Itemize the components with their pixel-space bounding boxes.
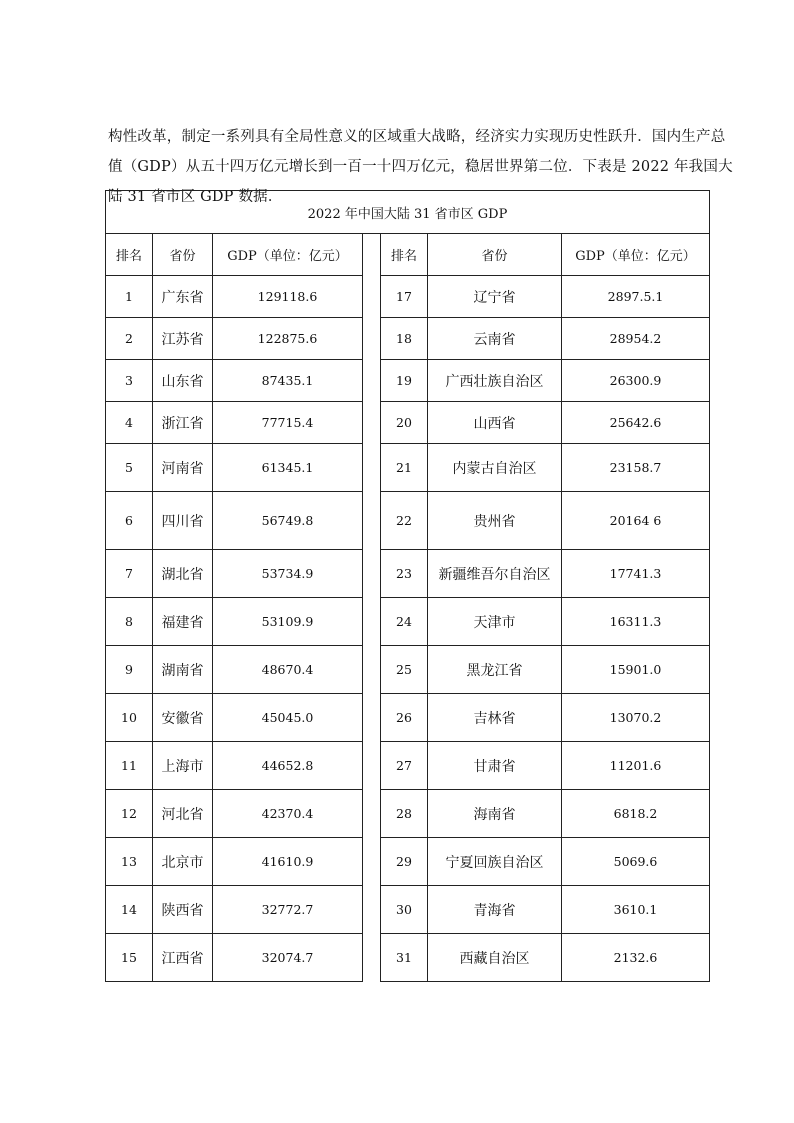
province-cell: 内蒙古自治区 [428,444,562,492]
table-row [106,886,710,934]
gdp-cell: 28954.2 [562,318,710,360]
province-cell: 河南省 [153,444,213,492]
table-row [106,742,710,790]
rank-cell: 30 [381,886,428,934]
intro-line-2: 值（GDP）从五十四万亿元增长到一百一十四万亿元，稳居世界第二位．下表是 2022 年我国大 [108,159,733,175]
rank-cell: 1 [106,276,153,318]
column-gap [363,886,381,934]
rank-cell: 5 [106,444,153,492]
rank-cell: 7 [106,550,153,598]
province-cell: 湖南省 [153,646,213,694]
province-cell: 北京市 [153,838,213,886]
rank-cell: 3 [106,360,153,402]
header-gdp-right: GDP（单位：亿元） [562,234,710,276]
rank-cell: 23 [381,550,428,598]
gdp-table [105,190,710,982]
column-gap [363,790,381,838]
table-row [106,318,710,360]
rank-cell: 21 [381,444,428,492]
province-cell: 辽宁省 [428,276,562,318]
column-gap [363,694,381,742]
gdp-cell: 6818.2 [562,790,710,838]
table-row [106,694,710,742]
gdp-cell: 129118.6 [213,276,363,318]
rank-cell: 29 [381,838,428,886]
gdp-cell: 5069.6 [562,838,710,886]
column-gap [363,492,381,550]
province-cell: 湖北省 [153,550,213,598]
table-row [106,360,710,402]
rank-cell: 10 [106,694,153,742]
column-gap [363,646,381,694]
rank-cell: 12 [106,790,153,838]
column-gap [363,742,381,790]
gdp-cell: 41610.9 [213,838,363,886]
column-gap [363,444,381,492]
column-gap [363,402,381,444]
province-cell: 陕西省 [153,886,213,934]
table-row [106,402,710,444]
gdp-cell: 32074.7 [213,934,363,982]
province-cell: 江苏省 [153,318,213,360]
province-cell: 甘肃省 [428,742,562,790]
province-cell: 黑龙江省 [428,646,562,694]
rank-cell: 25 [381,646,428,694]
header-rank-right: 排名 [381,234,428,276]
gdp-cell: 17741.3 [562,550,710,598]
province-cell: 云南省 [428,318,562,360]
rank-cell: 8 [106,598,153,646]
table-row [106,276,710,318]
gdp-cell: 15901.0 [562,646,710,694]
gdp-cell: 122875.6 [213,318,363,360]
rank-cell: 2 [106,318,153,360]
province-cell: 福建省 [153,598,213,646]
gdp-cell: 87435.1 [213,360,363,402]
rank-cell: 27 [381,742,428,790]
rank-cell: 22 [381,492,428,550]
gdp-cell: 2132.6 [562,934,710,982]
province-cell: 浙江省 [153,402,213,444]
column-gap [363,360,381,402]
province-cell: 新疆维吾尔自治区 [428,550,562,598]
header-gdp-left: GDP（单位：亿元） [213,234,363,276]
province-cell: 贵州省 [428,492,562,550]
table-row [106,790,710,838]
province-cell: 山西省 [428,402,562,444]
gdp-cell: 16311.3 [562,598,710,646]
column-gap [363,934,381,982]
table-row [106,934,710,982]
table-caption-row [106,191,710,234]
province-cell: 青海省 [428,886,562,934]
rank-cell: 4 [106,402,153,444]
rank-cell: 15 [106,934,153,982]
gdp-cell: 3610.1 [562,886,710,934]
gdp-cell: 77715.4 [213,402,363,444]
gdp-cell: 2897.5.1 [562,276,710,318]
rank-cell: 26 [381,694,428,742]
rank-cell: 31 [381,934,428,982]
gdp-cell: 45045.0 [213,694,363,742]
gdp-cell: 23158.7 [562,444,710,492]
province-cell: 四川省 [153,492,213,550]
gdp-cell: 42370.4 [213,790,363,838]
column-gap [363,598,381,646]
province-cell: 广东省 [153,276,213,318]
rank-cell: 20 [381,402,428,444]
province-cell: 宁夏回族自治区 [428,838,562,886]
table-row [106,646,710,694]
rank-cell: 14 [106,886,153,934]
province-cell: 安徽省 [153,694,213,742]
gdp-cell: 25642.6 [562,402,710,444]
table-row [106,550,710,598]
intro-line-3: 陆 31 省市区 GDP 数据． [108,189,283,205]
rank-cell: 11 [106,742,153,790]
gdp-cell: 20164 6 [562,492,710,550]
gdp-cell: 48670.4 [213,646,363,694]
province-cell: 西藏自治区 [428,934,562,982]
province-cell: 江西省 [153,934,213,982]
gdp-cell: 53734.9 [213,550,363,598]
gdp-cell: 56749.8 [213,492,363,550]
gdp-cell: 53109.9 [213,598,363,646]
gdp-cell: 61345.1 [213,444,363,492]
table-caption: 2022 年中国大陆 31 省市区 GDP [106,191,710,234]
table-row [106,492,710,550]
province-cell: 广西壮族自治区 [428,360,562,402]
gdp-cell: 11201.6 [562,742,710,790]
province-cell: 天津市 [428,598,562,646]
table-row [106,838,710,886]
province-cell: 山东省 [153,360,213,402]
gdp-cell: 44652.8 [213,742,363,790]
header-rank-left: 排名 [106,234,153,276]
rank-cell: 19 [381,360,428,402]
column-gap [363,318,381,360]
gdp-cell: 32772.7 [213,886,363,934]
province-cell: 吉林省 [428,694,562,742]
rank-cell: 9 [106,646,153,694]
table-row [106,598,710,646]
table-header-row [106,234,710,276]
province-cell: 上海市 [153,742,213,790]
rank-cell: 13 [106,838,153,886]
rank-cell: 18 [381,318,428,360]
table-row [106,444,710,492]
province-cell: 海南省 [428,790,562,838]
column-gap [363,234,381,276]
header-province-right: 省份 [428,234,562,276]
column-gap [363,550,381,598]
rank-cell: 28 [381,790,428,838]
column-gap [363,276,381,318]
rank-cell: 17 [381,276,428,318]
intro-line-1: 构性改革，制定一系列具有全局性意义的区域重大战略，经济实力实现历史性跃升．国内生产总 [108,129,726,145]
column-gap [363,838,381,886]
rank-cell: 24 [381,598,428,646]
province-cell: 河北省 [153,790,213,838]
rank-cell: 6 [106,492,153,550]
gdp-cell: 13070.2 [562,694,710,742]
gdp-cell: 26300.9 [562,360,710,402]
header-province-left: 省份 [153,234,213,276]
